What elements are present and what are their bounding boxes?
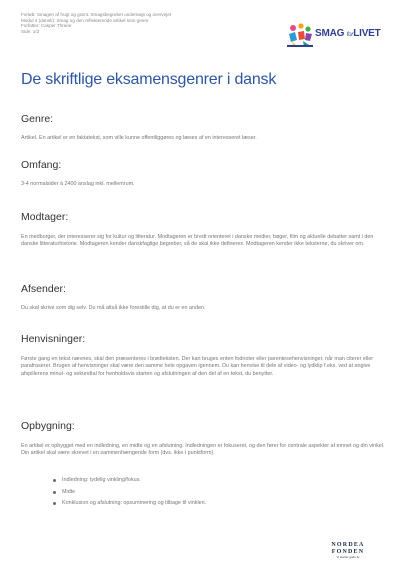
section-text-omfang: 3-4 normalsider á 2400 anslag inkl. mellemrum. [21, 181, 135, 187]
section-heading-omfang: Omfang: [21, 159, 62, 171]
logo-word-livet: LIVET [353, 28, 381, 39]
logo-word-nordea: NORDEA [331, 542, 365, 548]
colorful-figures-icon [285, 22, 315, 48]
list-item [62, 477, 206, 489]
page-title: De skriftlige eksamensgenrer i dansk [21, 71, 277, 88]
section-text-afsender: Du skal skrive som dig selv. Du må altså ikke forestille dig, at du er en anden. [21, 305, 206, 311]
section-heading-modtager: Modtager: [21, 211, 69, 223]
list-item-text: Indledning: tydelig vinkling/fokus. [62, 477, 141, 483]
section-heading-afsender: Afsender: [21, 283, 66, 295]
list-item [62, 489, 206, 501]
section-text-opbygning: En artikel er opbygget med en indledning, en midte og en afslutning. Indledningen er fokuseret, og den fører for centrale aspekter af emnet og din vinkel. Din artikel skal være skrevet i en sammenhængende form (dvs. ikke i punktform). [21, 443, 385, 457]
bullet-icon [53, 479, 56, 482]
header-module-line: Forløb: Smagen af frugt og grønt. Smagsbegrebet undersøgt og overvejet [21, 12, 172, 17]
logo-word-fonden: FONDEN [331, 548, 365, 555]
nordea-fonden-logo [316, 542, 380, 559]
section-text-henvisninger: Første gang en tekst nævnes, skal den præsenteres i brødteksten. Der kan bruges enten fodnoter eller parentesehenvisninger, når man citerer eller parafraserer. Brugen af henvisninger skal være den samme hele opgaven igennem. Du kan henvise til dele af video- og lydklip f.eks. ved at angive afspillerens minut- og sekundtal for henholdsvis starten og afslutningen af den del af en tekst, du benytter. [21, 356, 374, 377]
header-module-line: Modul 4 (dansk): Smag og den reflekterende artikel som genre [21, 17, 149, 23]
section-heading-genre: Genre: [21, 113, 54, 125]
structure-bullet-list [62, 477, 206, 512]
header-author-line: Forfatter: Casper Thrane [21, 23, 72, 29]
header-page-line: Side: 1/2 [21, 28, 40, 34]
list-item-text: Konklusion og afslutning: opsummering og tilbage til vinklen. [62, 500, 207, 506]
logo-word-for: for [346, 32, 354, 38]
document-header [21, 12, 271, 34]
smag-for-livet-logo [285, 22, 397, 48]
logo-wordmark [315, 28, 381, 39]
list-item-text: Midte [62, 488, 76, 495]
bullet-icon [53, 502, 56, 505]
logo-tagline: Vi støtter gode liv [336, 555, 360, 559]
logo-word-smag: SMAG [315, 28, 345, 39]
bullet-icon [53, 491, 56, 494]
section-text-genre: Artikel. En artikel er en faktatekst, som ville kunne offentliggøres og læses af en interesseret læser. [21, 135, 257, 141]
section-heading-henvisninger: Henvisninger: [21, 333, 86, 345]
section-text-modtager: En medborger, der interesserer sig for kultur og litteratur. Modtageren er bredt orienteret i danske medier, bøger, film og aktuelle debatter samt i den danske litteraturhistorie. Modtageren kender danskfaglige begreber, så de skal ikke defineres. Modtageren kender ikke teksterne, du skriver om. [21, 234, 374, 248]
list-item [62, 500, 206, 512]
section-heading-opbygning: Opbygning: [21, 420, 75, 432]
